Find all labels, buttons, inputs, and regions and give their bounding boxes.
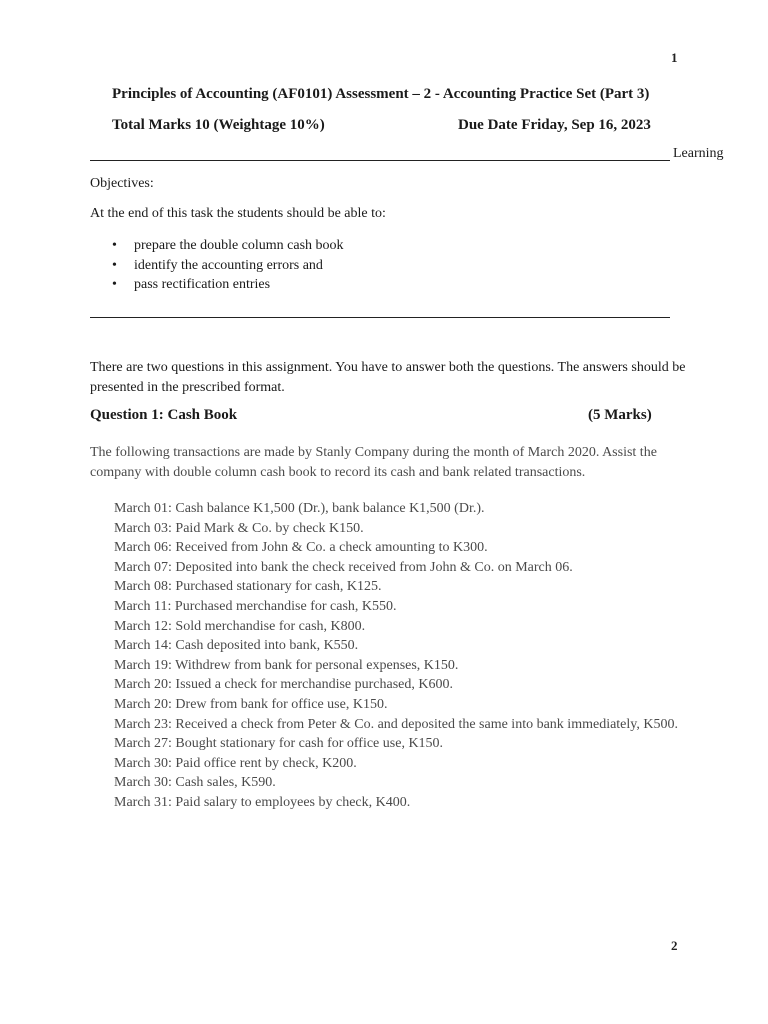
transaction-item: March 11: Purchased merchandise for cash, K550.	[114, 598, 397, 614]
transaction-item: March 30: Cash sales, K590.	[114, 775, 276, 791]
transaction-item: March 30: Paid office rent by check, K200.	[114, 755, 357, 771]
transaction-item: March 20: Drew from bank for office use, K150.	[114, 696, 388, 712]
bullet-icon: •	[112, 238, 117, 253]
objective-text: identify the accounting errors and	[134, 257, 323, 273]
transaction-item: March 31: Paid salary to employees by check, K400.	[114, 794, 411, 810]
transaction-item: March 27: Bought stationary for cash for office use, K150.	[114, 736, 444, 752]
transaction-list	[114, 499, 704, 813]
question-1-intro: The following transactions are made by Stanly Company during the month of March 2020. Assist the company with double column cash book to record its cash and bank related transactions.	[90, 445, 657, 480]
objective-text: pass rectification entries	[134, 277, 271, 292]
page-number-top: 1	[671, 50, 678, 65]
objective-item	[112, 275, 344, 295]
transaction-item: March 03: Paid Mark & Co. by check K150.	[114, 520, 364, 536]
transaction-item: March 19: Withdrew from bank for personal expenses, K150.	[114, 657, 459, 673]
transaction-item: March 01: Cash balance K1,500 (Dr.), bank balance K1,500 (Dr.).	[114, 501, 485, 516]
assignment-instructions: There are two questions in this assignment. You have to answer both the questions. The answers should be presented in the prescribed format.	[90, 360, 686, 395]
objective-text: prepare the double column cash book	[134, 238, 344, 253]
transaction-item: March 12: Sold merchandise for cash, K800.	[114, 618, 366, 634]
transaction-item: March 08: Purchased stationary for cash, K125.	[114, 579, 382, 595]
transaction-item: March 23: Received a check from Peter & Co. and deposited the same into bank immediately, K500.	[114, 716, 678, 732]
objectives-heading: Objectives:	[90, 176, 154, 191]
objectives-intro: At the end of this task the students should be able to:	[90, 206, 386, 221]
learning-label: Learning	[673, 146, 724, 161]
total-marks: Total Marks 10 (Weightage 10%)	[112, 117, 325, 133]
transaction-item: March 07: Deposited into bank the check received from John & Co. on March 06.	[114, 559, 573, 575]
transaction-item: March 06: Received from John & Co. a check amounting to K300.	[114, 540, 488, 556]
due-date: Due Date Friday, Sep 16, 2023	[458, 117, 651, 133]
bullet-icon: •	[112, 277, 117, 292]
assessment-title: Principles of Accounting (AF0101) Assessment – 2 - Accounting Practice Set (Part 3)	[112, 86, 650, 102]
objective-item	[112, 236, 344, 256]
divider-bottom	[90, 317, 670, 318]
question-1-title: Question 1: Cash Book	[90, 407, 238, 423]
page-number-bottom: 2	[671, 938, 678, 953]
divider-top	[90, 160, 670, 161]
objectives-list	[112, 236, 344, 295]
objective-item	[112, 256, 344, 276]
transaction-item: March 20: Issued a check for merchandise purchased, K600.	[114, 677, 453, 693]
bullet-icon: •	[112, 257, 117, 273]
transaction-item: March 14: Cash deposited into bank, K550.	[114, 638, 359, 654]
question-1-marks: (5 Marks)	[588, 407, 652, 423]
